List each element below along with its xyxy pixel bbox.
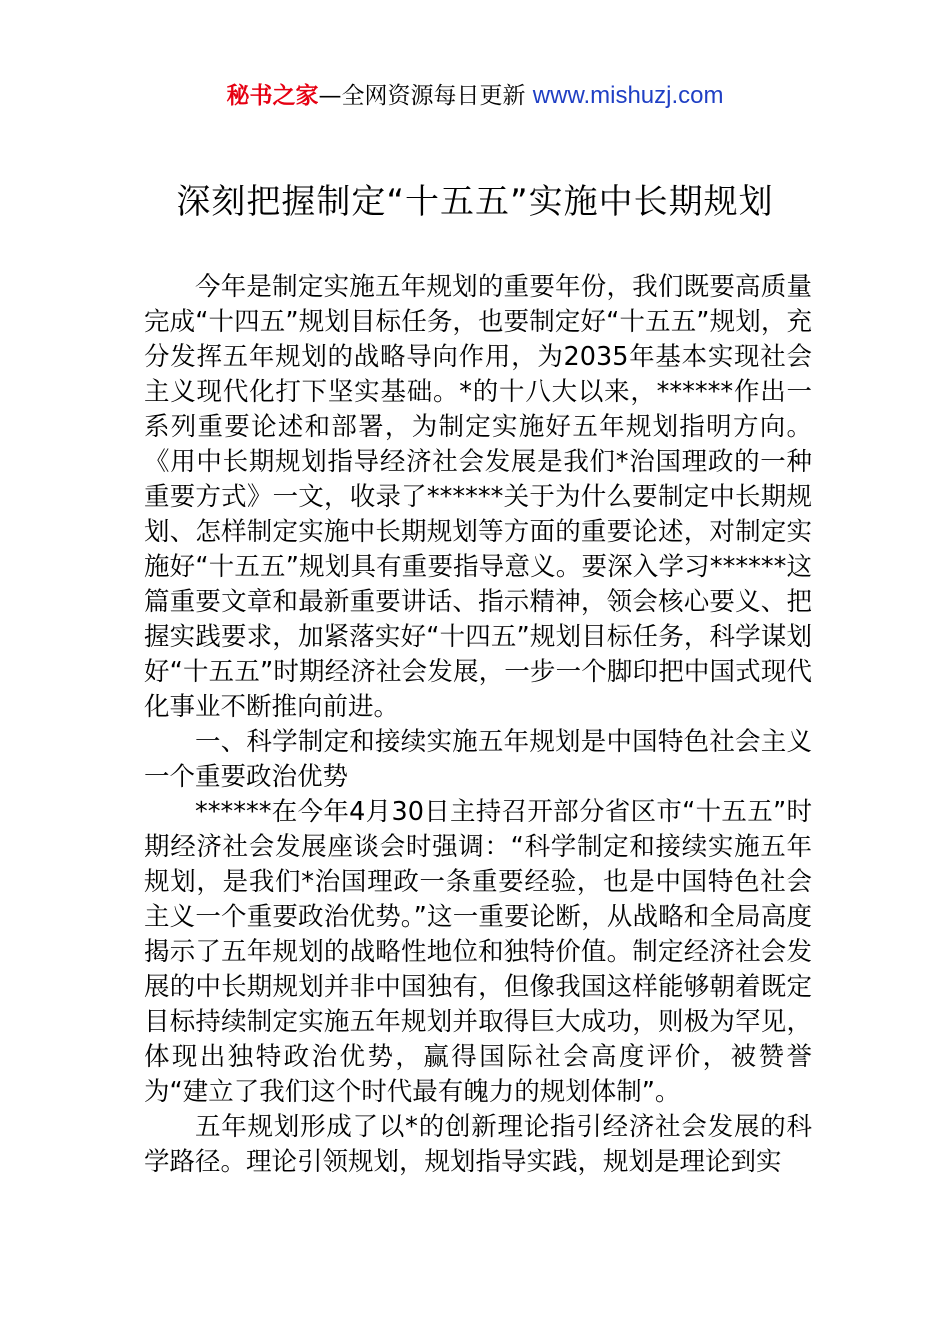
- section-heading-1: 一、科学制定和接续实施五年规划是中国特色社会主义一个重要政治优势: [144, 727, 812, 792]
- header-dash: —: [318, 83, 342, 109]
- site-brand: 秘书之家: [226, 83, 319, 109]
- document-body: [144, 270, 812, 1180]
- paragraph-intro: 今年是制定实施五年规划的重要年份，我们既要高质量完成“十四五”规划目标任务，也要制定好“十五五”规划，充分发挥五年规划的战略导向作用，为2035年基本实现社会主义现代化打下坚实基础。*的十八大以来，******作出一系列重要论述和部署，为制定实施好五年规划指明方向。《用中长期规划指导经济社会发展是我们*治国理政的一种重要方式》一文，收录了******关于为什么要制定中长期规划、怎样制定实施中长期规划等方面的重要论述，对制定实施好“十五五”规划具有重要指导意义。要深入学习******这篇重要文章和最新重要讲话、指示精神，领会核心要义、把握实践要求，加紧落实好“十四五”规划目标任务，科学谋划好“十五五”时期经济社会发展，一步一个脚印把中国式现代化事业不断推向前进。: [144, 272, 812, 722]
- document-title: 深刻把握制定“十五五”实施中长期规划: [176, 182, 774, 222]
- site-header: [0, 80, 950, 112]
- site-tagline: 全网资源每日更新: [341, 83, 526, 109]
- paragraph-2: ******在今年4月30日主持召开部分省区市“十五五”时期经济社会发展座谈会时强调：“科学制定和接续实施五年规划，是我们*治国理政一条重要经验，也是中国特色社会主义一个重要政治优势。”这一重要论断，从战略和全局高度揭示了五年规划的战略性地位和独特价值。制定经济社会发展的中长期规划并非中国独有，但像我国这样能够朝着既定目标持续制定实施五年规划并取得巨大成功，则极为罕见，体现出独特政治优势，赢得国际社会高度评价，被赞誉为“建立了我们这个时代最有魄力的规划体制”。: [144, 797, 812, 1107]
- site-url-link[interactable]: www.mishuzj.com: [532, 82, 724, 109]
- paragraph-3: 五年规划形成了以*的创新理论指引经济社会发展的科学路径。理论引领规划，规划指导实践，规划是理论到实: [144, 1112, 812, 1177]
